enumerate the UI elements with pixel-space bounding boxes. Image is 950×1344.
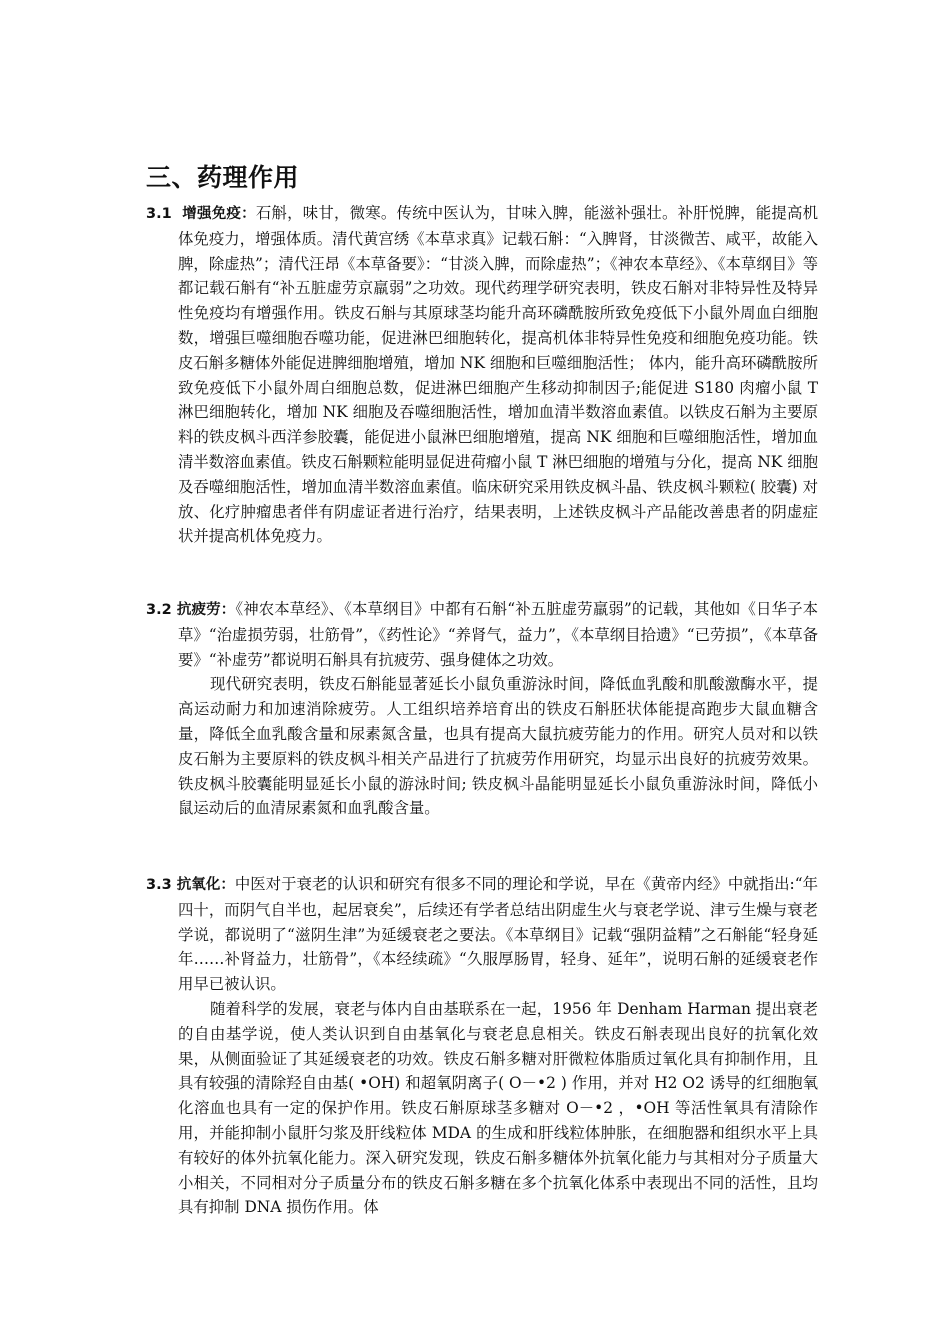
section-3-3-paragraph [146,872,818,997]
section-3-3-paragraph-2: 随着科学的发展，衰老与体内自由基联系在一起，1956 年 Denham Harman 提出衰老的自由基学说，使人类认识到自由基氧化与衰老息息相关。铁皮石斛表现出良好的抗氧化效果，从侧面验证了其延缓衰老的功效。铁皮石斛多糖对肝微粒体脂质过氧化具有抑制作用，且具有较强的清除羟自由基( •OH) 和超氧阴离子( O－•2 ) 作用，并对 H2 O2 诱导的红细胞氧化溶血也具有一定的保护作用。铁皮石斛原球茎多糖对 O－•2 ，•OH 等活性氧具有清除作用，并能抑制小鼠肝匀浆及肝线粒体 MDA 的生成和肝线粒体肿胀，在细胞器和组织水平上具有较好的体外抗氧化能力。深入研究发现，铁皮石斛多糖体外抗氧化能力与其相对分子质量大小相关，不同相对分子质量分布的铁皮石斛多糖在多个抗氧化体系中表现出不同的活性，且均具有抑制 DNA 损伤作用。体 [178,999,818,1217]
section-title: 三、药理作用 [146,163,300,192]
section-3-1-paragraph [146,201,818,549]
section-3-3 [146,872,818,1220]
section-3-2-paragraph-2: 现代研究表明，铁皮石斛能显著延长小鼠负重游泳时间，降低血乳酸和肌酸激酶水平，提高运动耐力和加速消除疲劳。人工组织培养培育出的铁皮石斛胚状体能提高跑步大鼠血糖含量，降低全血乳酸含量和尿素氮含量，也具有提高大鼠抗疲劳能力的作用。研究人员对和以铁皮石斛为主要原料的铁皮枫斗相关产品进行了抗疲劳作用研究，均显示出良好的抗疲劳效果。铁皮枫斗胶囊能明显延长小鼠的游泳时间; 铁皮枫斗晶能明显延长小鼠负重游泳时间，降低小鼠运动后的血清尿素氮和血乳酸含量。 [178,675,818,818]
section-heading: 抗疲劳： [176,602,236,618]
section-heading: 增强免疫： [182,206,256,222]
section-heading: 抗氧化： [176,877,235,893]
paragraph-text: 《神农本草经》、《本草纲目》中都有石斛“补五脏虚劳羸弱”的记载，其他如《日华子本草》“治虚损劳弱，壮筋骨”，《药性论》“养肾气，益力”，《本草纲目拾遗》“已劳损”，《本草备要》“补虚劳”都说明石斛具有抗疲劳、强身健体之功效。 [178,600,818,669]
section-3-2-paragraph [146,597,818,672]
section-3-2 [146,597,818,821]
section-number: 3.3 [146,877,172,893]
paragraph-text: 石斛，味甘，微寒。传统中医认为，甘味入脾，能滋补强壮。补肝悦脾，能提高机体免疫力，增强体质。清代黄宫绣《本草求真》记载石斛：“入脾肾，甘淡微苦、咸平，故能入脾，除虚热”；清代汪昂《本草备要》：“甘淡入脾，而除虚热”；《神农本草经》、《本草纲目》等都记载石斛有“补五脏虚劳京羸弱”之功效。现代药理学研究表明，铁皮石斛对非特异性及特异性免疫均有增强作用。铁皮石斛与其原球茎均能升高环磷酰胺所致免疫低下小鼠外周血白细胞数，增强巨噬细胞吞噬功能，促进淋巴细胞转化，提高机体非特异性免疫和细胞免疫功能。铁皮石斛多糖体外能促进脾细胞增殖，增加 NK 细胞和巨噬细胞活性； 体内，能升高环磷酰胺所致免疫低下小鼠外周白细胞总数，促进淋巴细胞产生移动抑制因子;能促进 S180 肉瘤小鼠 T 淋巴细胞转化，增加 NK 细胞及吞噬细胞活性，增加血清半数溶血素值。以铁皮石斛为主要原料的铁皮枫斗西洋参胶囊，能促进小鼠淋巴细胞增殖，提高 NK 细胞和巨噬细胞活性，增加血清半数溶血素值。铁皮石斛颗粒能明显促进荷瘤小鼠 T 淋巴细胞的增殖与分化，提高 NK 细胞及吞噬细胞活性，增加血清半数溶血素值。临床研究采用铁皮枫斗晶、铁皮枫斗颗粒( 胶囊) 对放、化疗肿瘤患者伴有阴虚证者进行治疗，结果表明，上述铁皮枫斗产品能改善患者的阴虚症状并提高机体免疫力。 [178,204,818,546]
section-3-1 [146,201,818,549]
section-number: 3.2 [146,602,172,618]
paragraph-text: 中医对于衰老的认识和研究有很多不同的理论和学说，早在《黄帝内经》中就指出:“年四十，而阴气自半也，起居衰矣”，后续还有学者总结出阴虚生火与衰老学说、津亏生燥与衰老学说，都说明了“滋阴生津”为延缓衰老之要法。《本草纲目》记载“强阴益精”之石斛能“轻身延年……补肾益力，壮筋骨”，《本经续疏》“久服厚肠胃，轻身、延年”，说明石斛的延缓衰老作用早已被认识。 [178,875,818,994]
section-number: 3.1 [146,206,172,222]
